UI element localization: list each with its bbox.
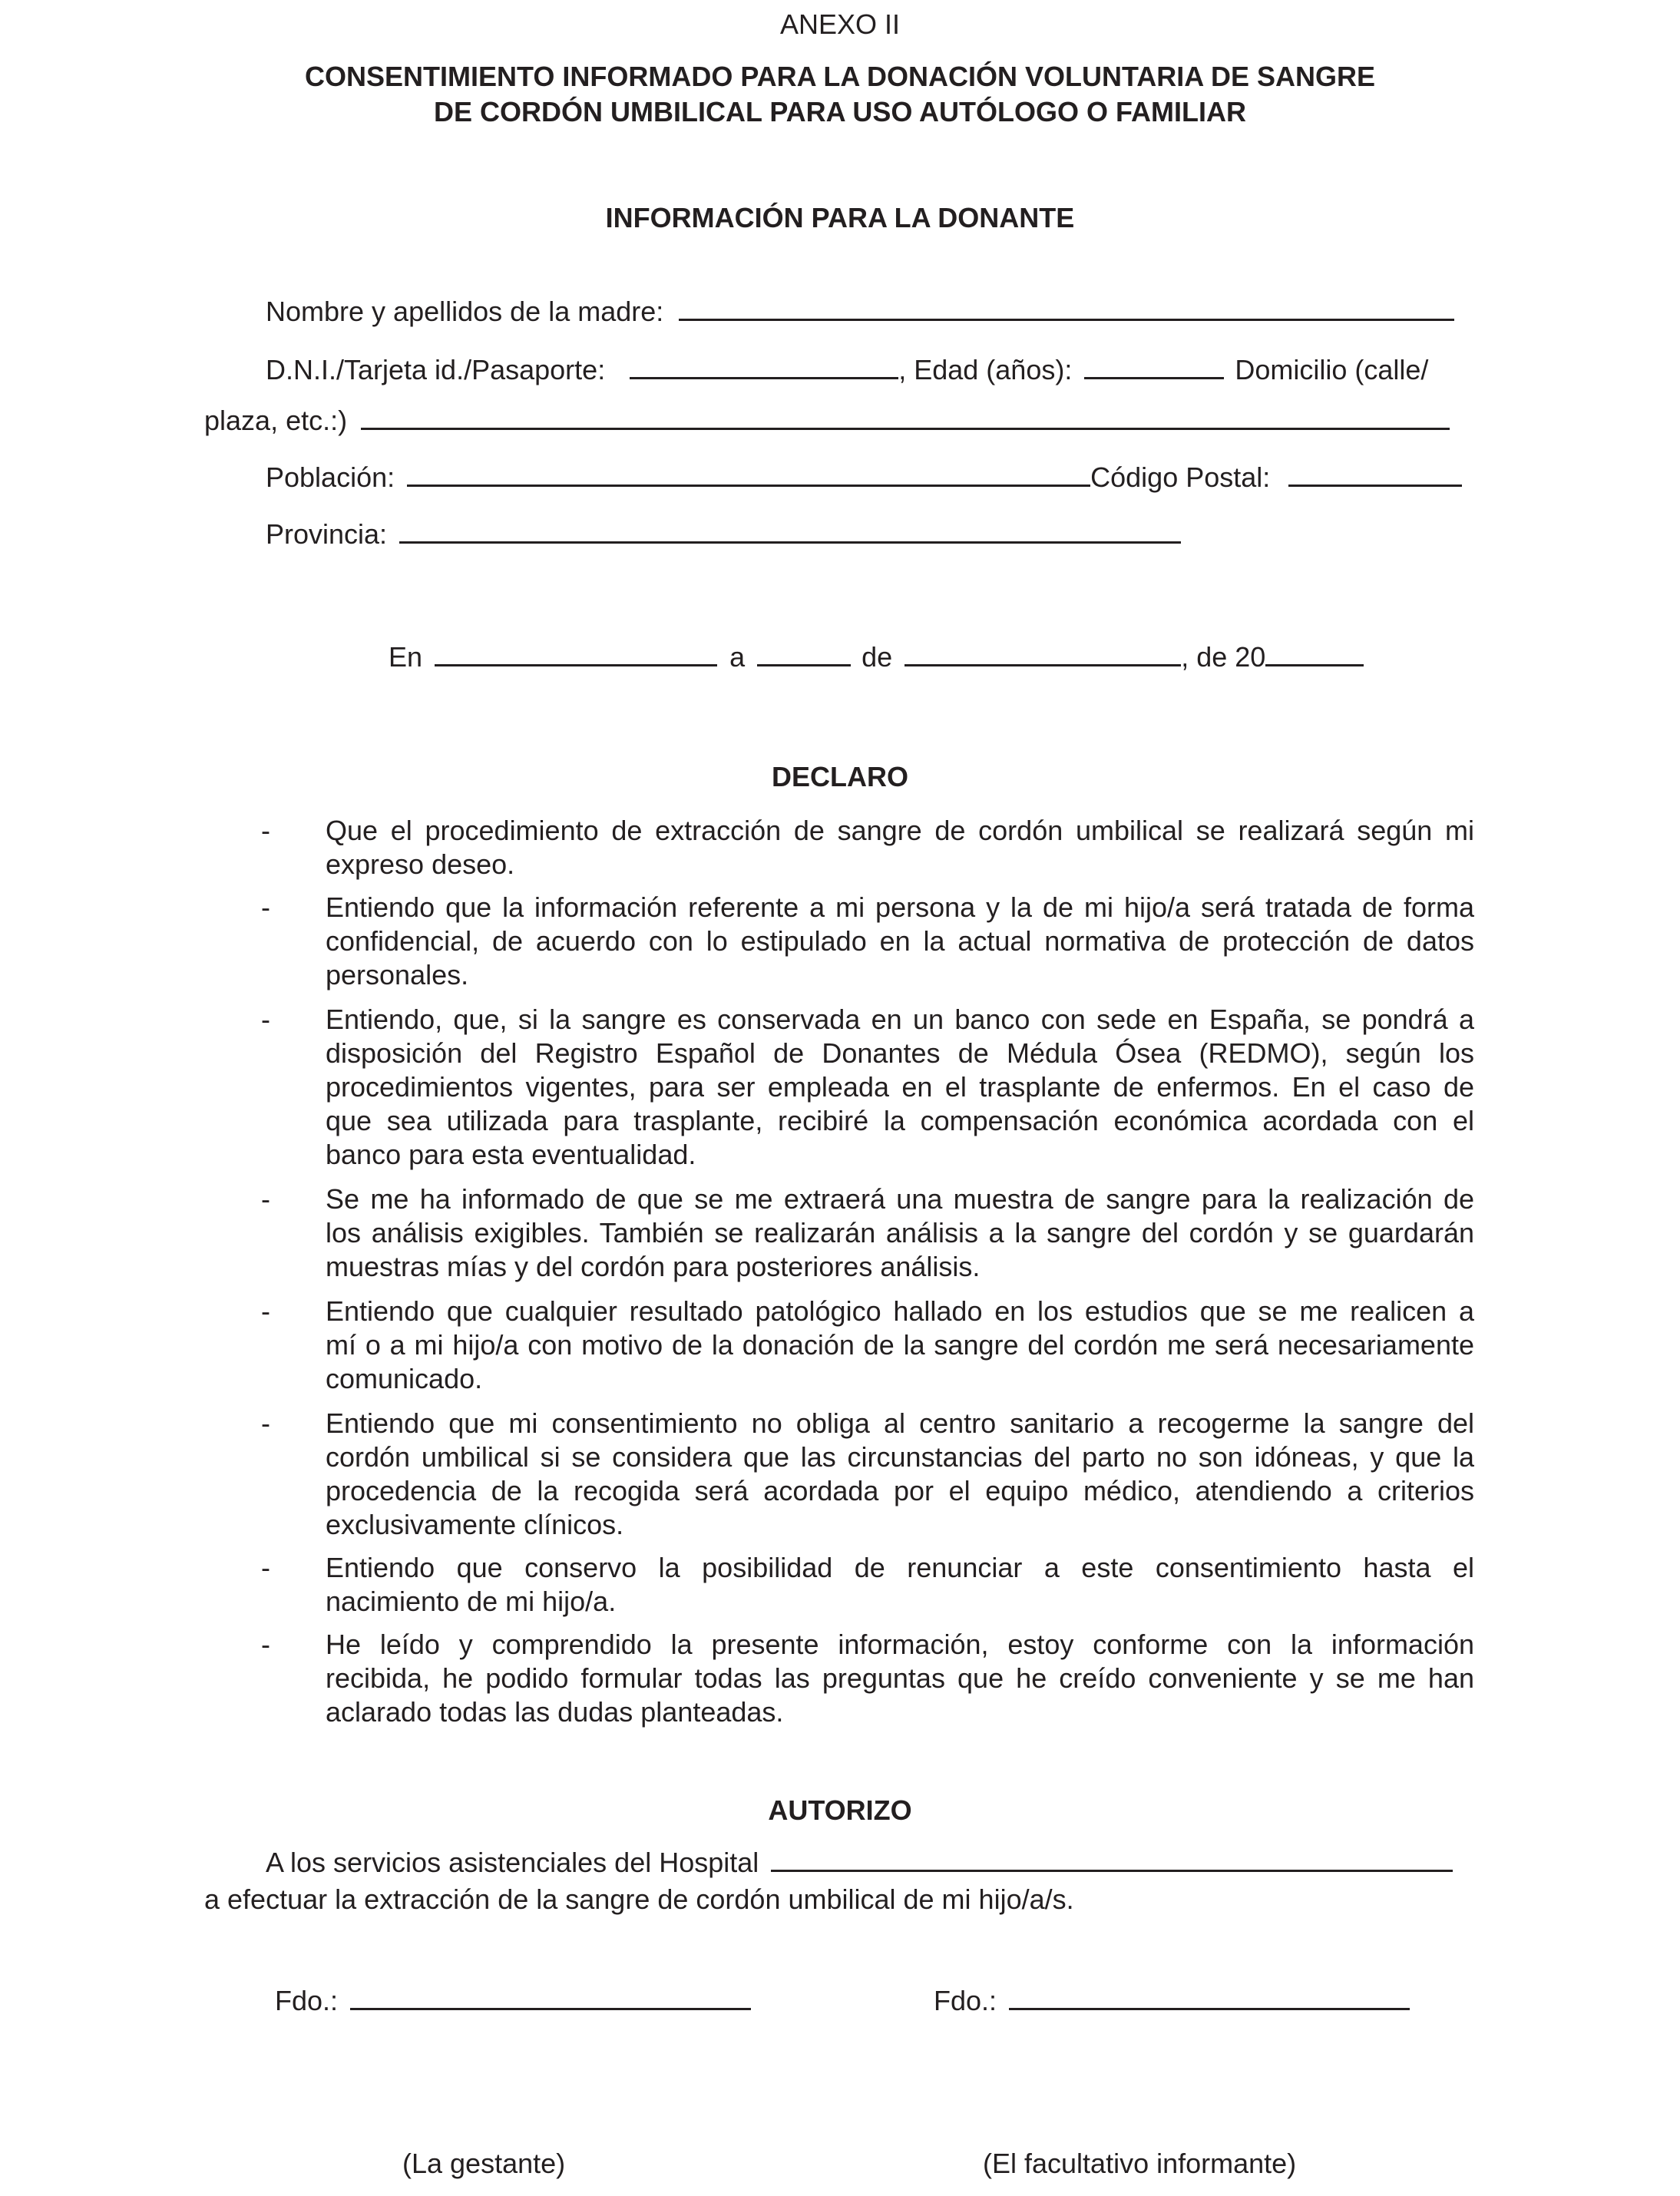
declaration-8-line: He leído y comprendido la presente información, estoy conforme con la información: [326, 1629, 1474, 1660]
place-field[interactable]: [435, 641, 717, 666]
declaration-bullet: -: [261, 891, 270, 923]
declaration-1-line: expreso deseo.: [326, 848, 515, 880]
mother-name-row: [266, 295, 1454, 329]
day-field[interactable]: [757, 641, 851, 666]
date-de-label: de: [861, 641, 893, 673]
declaration-4-line: muestras mías y del cordón para posteriores análisis.: [326, 1251, 981, 1282]
declaration-3-line: Entiendo, que, si la sangre es conservada en un banco con sede en España, se pondrá a: [326, 1004, 1474, 1035]
town-postal-row: [266, 461, 1462, 494]
signature-left-role: (La gestante): [402, 2148, 566, 2179]
age-field[interactable]: [1084, 354, 1224, 379]
signature-right-role: (El facultativo informante): [983, 2148, 1297, 2179]
date-en-label: En: [389, 641, 423, 673]
declaration-6-line: Entiendo que mi consentimiento no obliga al centro sanitario a recogerme la sangre del: [326, 1407, 1474, 1439]
province-field[interactable]: [399, 518, 1181, 544]
declaration-5-line: Entiendo que cualquier resultado patológico hallado en los estudios que se me realicen a: [326, 1295, 1474, 1327]
date-a-label: a: [729, 641, 746, 673]
month-field[interactable]: [904, 641, 1181, 666]
address-row: [204, 404, 1450, 438]
declaration-5-line: mí o a mi hijo/a con motivo de la donación de la sangre del cordón me será necesariamente: [326, 1329, 1474, 1361]
province-label: Provincia:: [266, 518, 388, 550]
declaration-8-line: recibida, he podido formular todas las preguntas que he creído conveniente y se me han: [326, 1662, 1474, 1694]
declaration-6-line: cordón umbilical si se considera que las circunstancias del parto no son idóneas, y que la: [326, 1441, 1474, 1473]
document-title-line-2: DE CORDÓN UMBILICAL PARA USO AUTÓLOGO O FAMILIAR: [434, 96, 1246, 127]
declaration-6-line: exclusivamente clínicos.: [326, 1509, 624, 1540]
signature-right-label: Fdo.:: [934, 1985, 997, 2016]
declaration-bullet: -: [261, 1552, 270, 1583]
declaration-2-line: Entiendo que la información referente a mi persona y la de mi hijo/a será tratada de forma: [326, 891, 1474, 923]
age-label: , Edad (años):: [898, 354, 1073, 385]
postal-label: Código Postal:: [1090, 461, 1271, 493]
declaration-3-line: banco para esta eventualidad.: [326, 1139, 696, 1170]
authorize-text: a efectuar la extracción de la sangre de cordón umbilical de mi hijo/a/s.: [204, 1883, 1074, 1915]
id-field[interactable]: [630, 354, 898, 379]
address-field[interactable]: [361, 405, 1450, 430]
postal-field[interactable]: [1288, 461, 1462, 487]
address-label-1: Domicilio (calle/: [1235, 354, 1429, 385]
declaration-3-line: que sea utilizada para trasplante, recibiré la compensación económica acordada con el: [326, 1105, 1474, 1136]
declaration-5-line: comunicado.: [326, 1363, 483, 1394]
declaration-2-line: confidencial, de acuerdo con lo estipulado en la actual normativa de protección de datos: [326, 925, 1474, 957]
hospital-field[interactable]: [771, 1847, 1453, 1872]
declaration-4-line: los análisis exigibles. También se realizarán análisis a la sangre del cordón y se guardarán: [326, 1217, 1474, 1248]
id-label: D.N.I./Tarjeta id./Pasaporte:: [266, 354, 606, 385]
declaration-bullet: -: [261, 1407, 270, 1439]
declaration-7-line: Entiendo que conservo la posibilidad de renunciar a este consentimiento hasta el: [326, 1552, 1474, 1583]
declaration-bullet: -: [261, 1295, 270, 1327]
declaration-1-line: Que el procedimiento de extracción de sangre de cordón umbilical se realizará según mi: [326, 815, 1474, 846]
year-field[interactable]: [1265, 641, 1364, 666]
address-label-2: plaza, etc.:): [204, 405, 348, 436]
town-field[interactable]: [407, 461, 1090, 487]
hospital-row: [266, 1846, 1453, 1880]
mother-name-field[interactable]: [679, 296, 1454, 321]
declaration-7-line: nacimiento de mi hijo/a.: [326, 1586, 617, 1617]
annex-label: ANEXO II: [779, 8, 901, 40]
declaration-bullet: -: [261, 1183, 270, 1215]
signature-left-label: Fdo.:: [275, 1985, 339, 2016]
document-title-line-1: CONSENTIMIENTO INFORMADO PARA LA DONACIÓN VOLUNTARIA DE SANGRE: [305, 61, 1375, 92]
date-line: [389, 640, 1364, 674]
signature-left: [275, 1984, 751, 2018]
town-label: Población:: [266, 461, 395, 493]
signature-left-field[interactable]: [350, 1985, 751, 2010]
province-row: [266, 518, 1181, 551]
declaration-2-line: personales.: [326, 959, 469, 991]
autorizo-heading: AUTORIZO: [768, 1794, 912, 1826]
declaration-3-line: procedimientos vigentes, para ser empleada en el trasplante de enfermos. En el caso de: [326, 1071, 1474, 1103]
declaration-3-line: disposición del Registro Español de Donantes de Médula Ósea (REDMO), según los: [326, 1037, 1474, 1069]
declaration-bullet: -: [261, 815, 270, 846]
signature-right-field[interactable]: [1009, 1985, 1410, 2010]
info-heading: INFORMACIÓN PARA LA DONANTE: [605, 202, 1075, 233]
declaration-4-line: Se me ha informado de que se me extraerá una muestra de sangre para la realización de: [326, 1183, 1474, 1215]
date-year-prefix: , de 20: [1181, 641, 1266, 673]
mother-name-label: Nombre y apellidos de la madre:: [266, 296, 664, 327]
signature-right: [934, 1984, 1410, 2018]
id-age-row: [266, 353, 1428, 387]
declaration-bullet: -: [261, 1629, 270, 1660]
hospital-label: A los servicios asistenciales del Hospital: [266, 1847, 759, 1878]
declaro-heading: DECLARO: [772, 761, 908, 792]
declaration-6-line: procedencia de la recogida será acordada por el equipo médico, atendiendo a criterios: [326, 1475, 1474, 1506]
declaration-8-line: aclarado todas las dudas planteadas.: [326, 1696, 784, 1728]
declaration-bullet: -: [261, 1004, 270, 1035]
